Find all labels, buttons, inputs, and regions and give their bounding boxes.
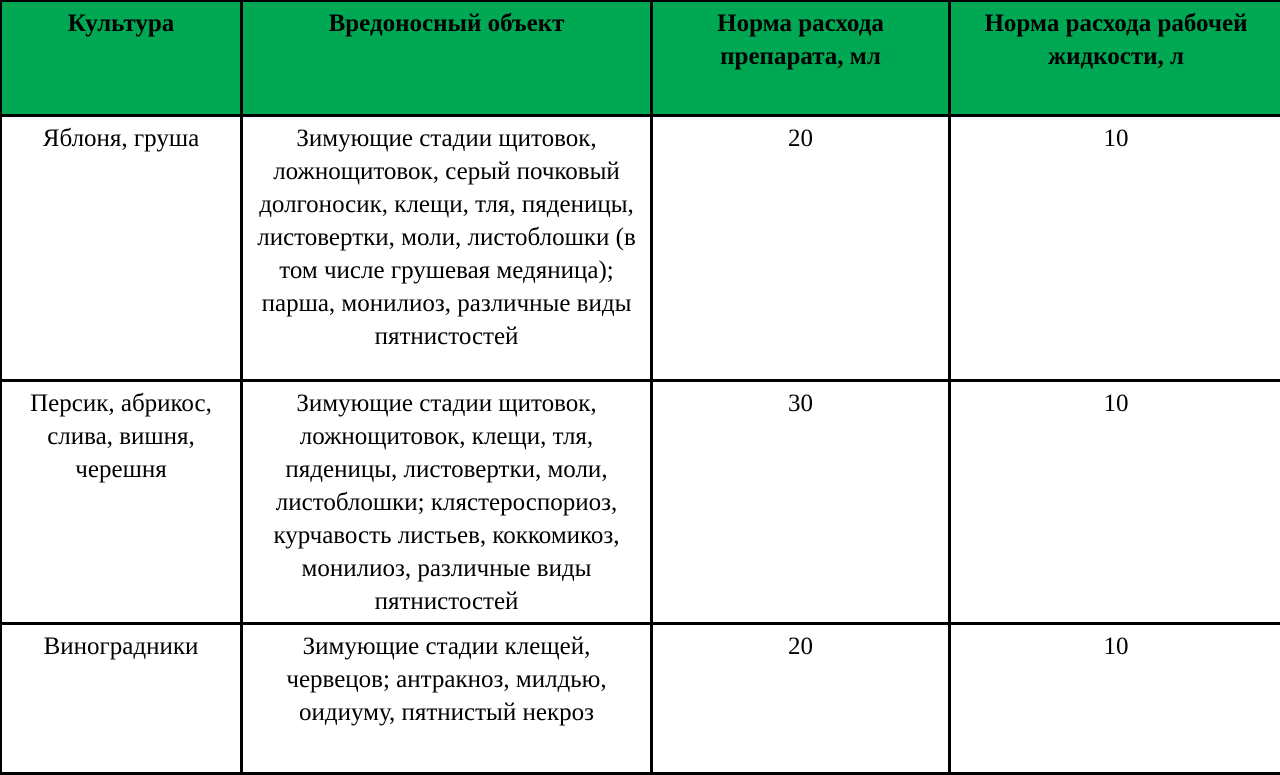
- cell-working-liquid-rate: 10: [950, 624, 1280, 774]
- table-header-row: [1, 1, 1280, 116]
- cell-preparation-rate: 20: [652, 116, 950, 381]
- table-row: [1, 624, 1280, 774]
- cell-pests: Зимующие стадии щитовок, ложнощитовок, клещи, тля, пяденицы, листовертки, моли, листоблошки; клястероспориоз, курчавость листьев, коккомикоз, монилиоз, различные виды пятнистостей: [242, 381, 652, 624]
- header-preparation-rate: Норма расхода препарата, мл: [652, 1, 950, 116]
- cell-crop: Яблоня, груша: [1, 116, 242, 381]
- header-harmful-object: Вредоносный объект: [242, 1, 652, 116]
- cell-crop: Персик, абрикос, слива, вишня, черешня: [1, 381, 242, 624]
- cell-preparation-rate: 30: [652, 381, 950, 624]
- cell-preparation-rate: 20: [652, 624, 950, 774]
- cell-crop: Виноградники: [1, 624, 242, 774]
- cell-pests: Зимующие стадии клещей, червецов; антракноз, милдью, оидиуму, пятнистый некроз: [242, 624, 652, 774]
- table-row: [1, 381, 1280, 624]
- table-row: [1, 116, 1280, 381]
- cell-working-liquid-rate: 10: [950, 116, 1280, 381]
- header-working-liquid-rate: Норма расхода рабочей жидкости, л: [950, 1, 1280, 116]
- cell-pests: Зимующие стадии щитовок, ложнощитовок, серый почковый долгоносик, клещи, тля, пяденицы, листовертки, моли, листоблошки (в том числе грушевая медяница); парша, монилиоз, различные виды пятнистостей: [242, 116, 652, 381]
- cell-working-liquid-rate: 10: [950, 381, 1280, 624]
- header-crop: Культура: [1, 1, 242, 116]
